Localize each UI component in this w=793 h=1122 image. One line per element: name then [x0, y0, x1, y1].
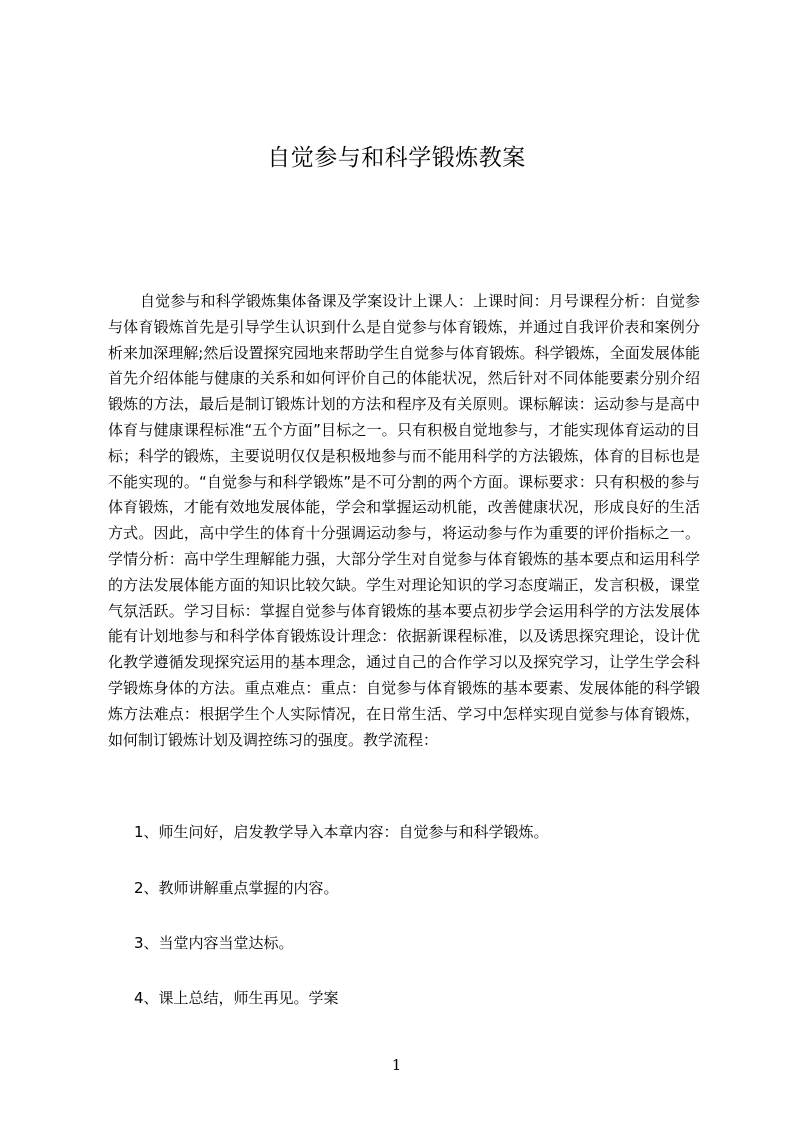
page-number: 1: [391, 1056, 402, 1074]
teaching-step-3: 3、当堂内容当堂达标。: [134, 934, 294, 952]
body-paragraph: 自觉参与和科学锻炼集体备课及学案设计上课人：上课时间：月号课程分析：自觉参与体育锻炼首先是引导学生认识到什么是自觉参与体育锻炼，并通过自我评价表和案例分析来加深理解;然后设置探究园地来帮助学生自觉参与体育锻炼。科学锻炼，全面发展体能首先介绍体能与健康的关系和如何评价自己的体能状况，然后针对不同体能要素分别介绍锻炼的方法，最后是制订锻炼计划的方法和程序及有关原则。课标解读：运动参与是高中体育与健康课程标准“五个方面”目标之一。只有积极自觉地参与，才能实现体育运动的目标；科学的锻炼，主要说明仅仅是积极地参与而不能用科学的方法锻炼，体育的目标也是不能实现的。“自觉参与和科学锻炼”是不可分割的两个方面。课标要求：只有积极的参与体育锻炼，才能有效地发展体能，学会和掌握运动机能，改善健康状况，形成良好的生活方式。因此，高中学生的体育十分强调运动参与，将运动参与作为重要的评价指标之一。学情分析：高中学生理解能力强，大部分学生对自觉参与体育锻炼的基本要点和运用科学的方法发展体能方面的知识比较欠缺。学生对理论知识的学习态度端正，发言积极，课堂气氛活跃。学习目标：掌握自觉参与体育锻炼的基本要点初步学会运用科学的方法发展体能有计划地参与和科学体育锻炼设计理念：依据新课程标准，以及诱思探究理论，设计优化教学遵循发现探究运用的基本理念，通过自己的合作学习以及探究学习，让学生学会科学锻炼身体的方法。重点难点：重点：自觉参与体育锻炼的基本要素、发展体能的科学锻炼方法难点：根据学生个人实际情况，在日常生活、学习中怎样实现自觉参与体育锻炼，如何制订锻炼计划及调控练习的强度。教学流程：: [108, 292, 700, 749]
teaching-step-2: 2、教师讲解重点掌握的内容。: [134, 879, 339, 897]
document-title: 自觉参与和科学锻炼教案: [267, 145, 526, 171]
teaching-step-1: 1、师生问好，启发教学导入本章内容：自觉参与和科学锻炼。: [134, 823, 549, 841]
teaching-step-4: 4、课上总结，师生再见。学案: [134, 989, 339, 1007]
